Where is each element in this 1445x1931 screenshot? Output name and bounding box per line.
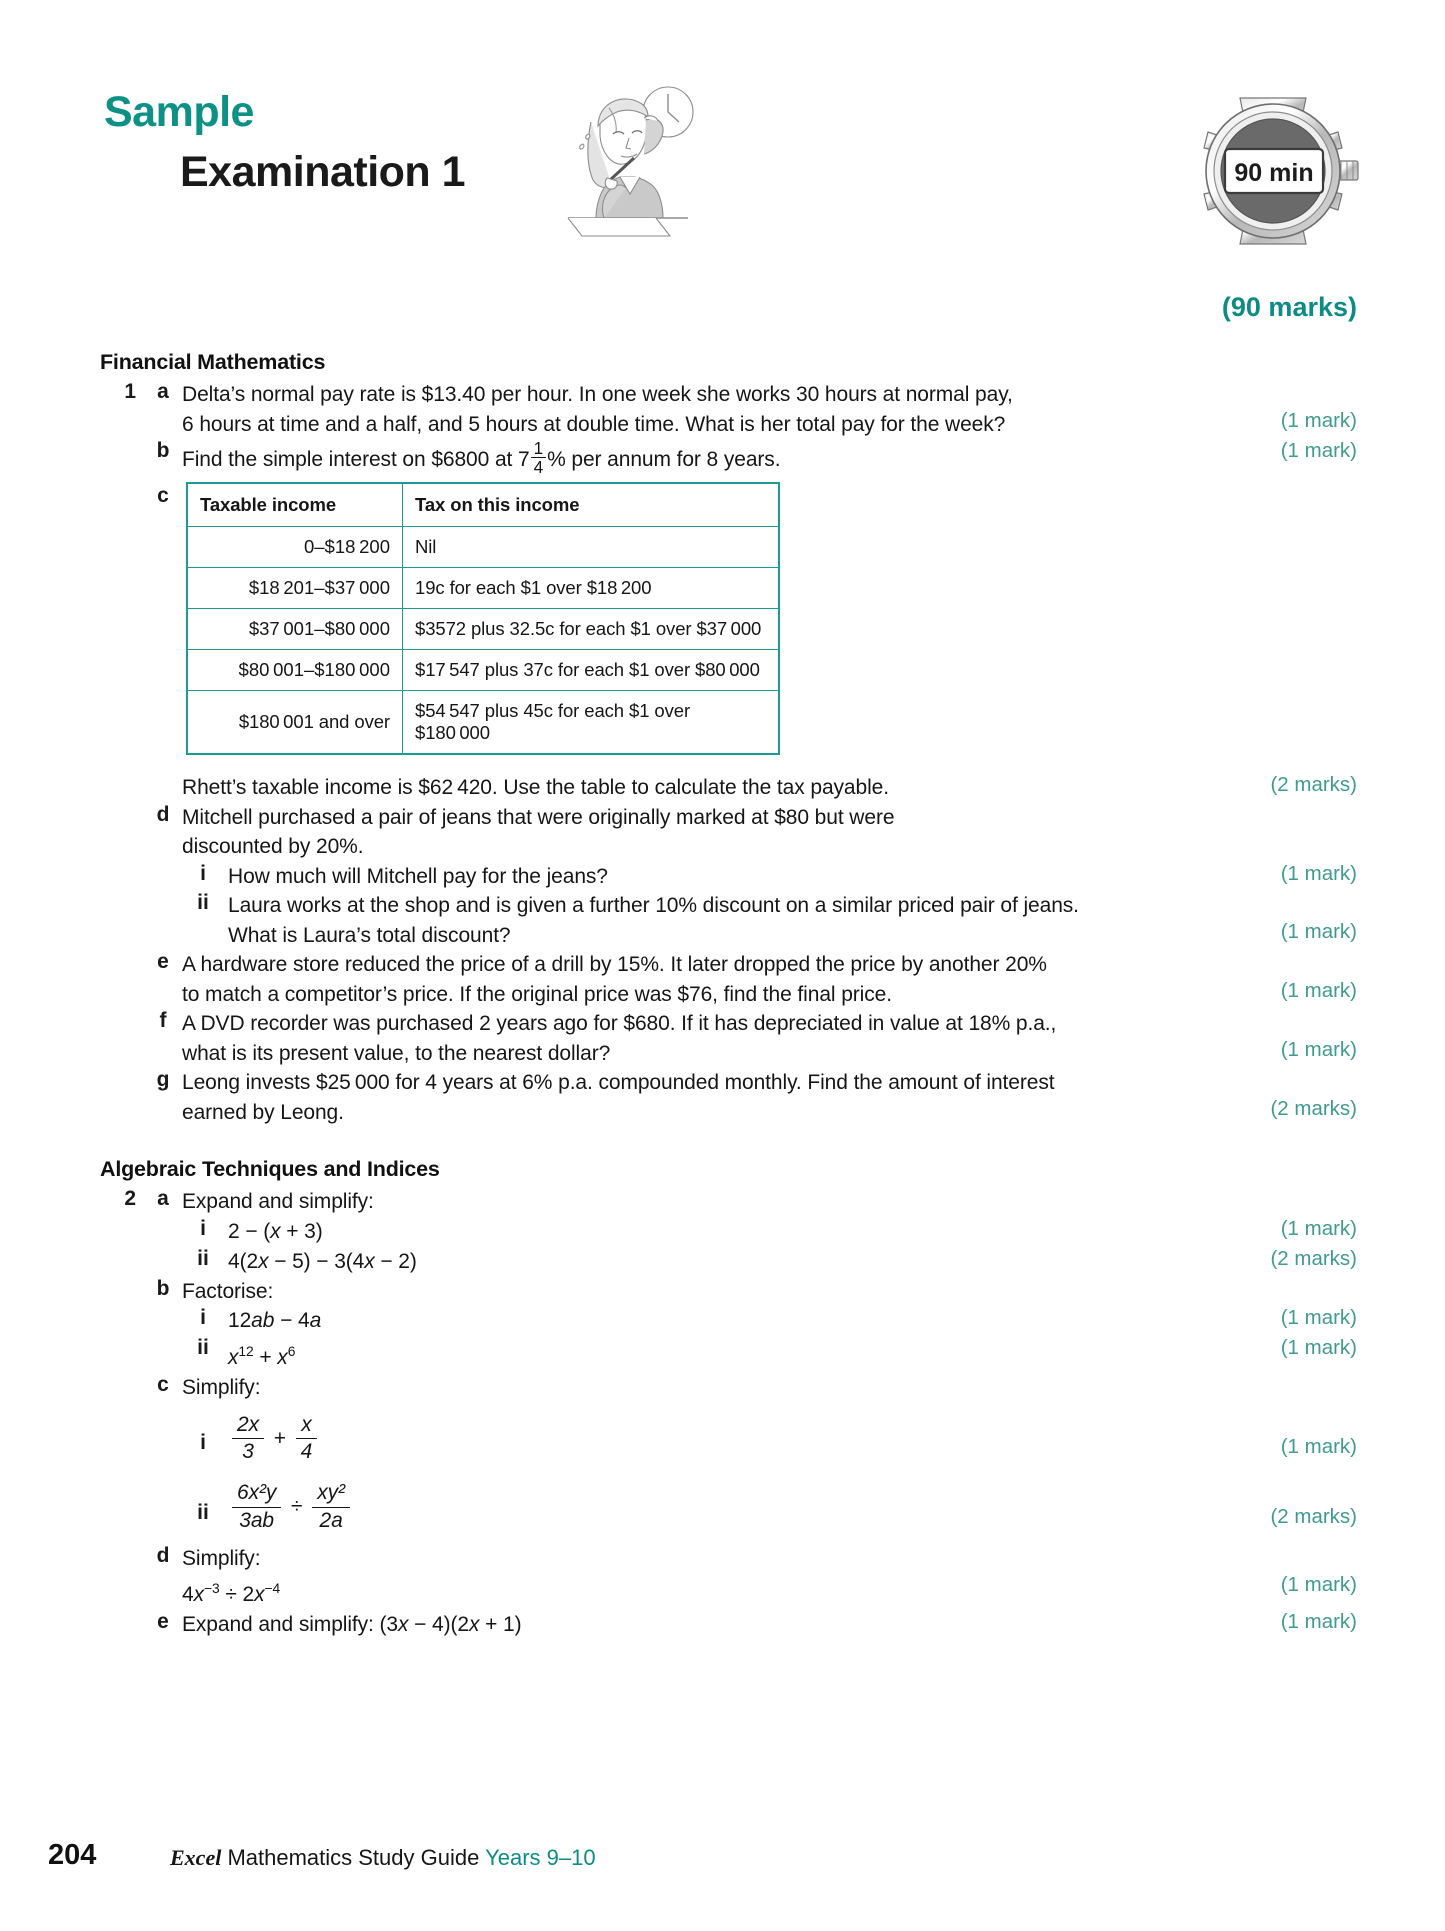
footer-title (170, 1845, 596, 1871)
fraction-denominator: 3ab (232, 1507, 281, 1534)
page-header (0, 0, 1445, 322)
tax-table (186, 482, 780, 755)
question-2b (0, 1277, 1445, 1307)
title-sample: Sample (104, 88, 254, 136)
question-1d-ii-line2: What is Laura’s total discount? (228, 923, 511, 947)
question-1d-line2: discounted by 20%. (182, 835, 364, 859)
operator-plus: + (259, 1346, 272, 1370)
question-1d-i (0, 862, 1445, 892)
tax-table-wrapper (186, 482, 1445, 755)
question-1e-line2: to match a competitor’s price. If the original price was $76, find the final price. (182, 982, 892, 1006)
fraction-numerator: xy² (317, 1481, 345, 1505)
question-2c-ii (0, 1477, 1445, 1538)
marks-2e: (1 mark) (1280, 1610, 1357, 1634)
subpart-label-i: i (200, 1216, 206, 1240)
question-1c-text: Rhett’s taxable income is $62 420. Use the table to calculate the tax payable. (182, 776, 889, 800)
part-label-e: e (157, 950, 169, 974)
fraction-denominator: 4 (531, 457, 546, 476)
question-number-2: 2 (124, 1187, 136, 1211)
question-1a-line2: 6 hours at time and a half, and 5 hours at double time. What is her total pay for the week? (182, 412, 1006, 436)
footer-guide-title: Mathematics Study Guide (221, 1845, 486, 1870)
expression-2d: $4x^{-3} \div 2x^{-4}$ (182, 1580, 281, 1607)
expression-2a-ii: 4(2x − 5) − 3(4x − 2) (228, 1249, 417, 1273)
expression-2e: Expand and simplify: (3x − 4)(2x + 1) (182, 1613, 522, 1637)
marks-1b: (1 mark) (1280, 439, 1357, 462)
expression-2c-ii (228, 1477, 1265, 1538)
question-1g-line2: earned by Leong. (182, 1100, 344, 1124)
question-1d-ii (0, 891, 1445, 950)
cell-taxable-income: 0–$18 200 (187, 527, 403, 568)
question-1d-ii-line1: Laura works at the shop and is given a further 10% discount on a similar priced pair of jeans. (228, 894, 1079, 918)
question-2b-prompt: Factorise: (182, 1279, 274, 1303)
question-2c-i (0, 1409, 1445, 1470)
fraction-numerator: 6x²y (237, 1481, 277, 1505)
cell-taxable-income: $37 001–$80 000 (187, 609, 403, 650)
part-label-a: a (157, 1187, 169, 1211)
subpart-label-i: i (200, 1306, 206, 1330)
fraction-denominator: 4 (296, 1438, 318, 1465)
cell-taxable-income: $80 001–$180 000 (187, 650, 403, 691)
subpart-label-i: i (200, 861, 206, 885)
question-1b-text-after: % per annum for 8 years. (547, 447, 781, 471)
cell-tax: $54 547 plus 45c for each $1 over $180 000 (403, 691, 780, 755)
question-number-1: 1 (124, 380, 136, 403)
section-heading-financial-mathematics: Financial Mathematics (100, 350, 326, 374)
question-2d-prompt: Simplify: (182, 1546, 261, 1570)
fraction-one-quarter (531, 439, 546, 476)
question-2a (0, 1187, 1445, 1217)
marks-2c-i: (1 mark) (1280, 1434, 1357, 1458)
table-header-row (187, 483, 779, 527)
footer-brand: Excel (170, 1845, 222, 1870)
expression-2b-ii: $x^{12} + x^6$ (228, 1343, 296, 1370)
part-label-d: d (156, 1543, 170, 1567)
fraction-xy2-over-2a (312, 1481, 350, 1534)
question-2a-ii (0, 1247, 1445, 1277)
exponent-6: 6 (287, 1343, 296, 1360)
question-2b-i (0, 1306, 1445, 1336)
cell-taxable-income: $180 001 and over (187, 691, 403, 755)
question-1f-line2: what is its present value, to the nearest dollar? (182, 1041, 611, 1065)
operator-divide: ÷ (291, 1495, 303, 1518)
marks-1a: (1 mark) (1280, 409, 1357, 432)
question-2c-prompt: Simplify: (182, 1376, 261, 1400)
part-label-b: b (156, 439, 170, 462)
question-2b-ii (0, 1336, 1445, 1373)
cell-tax: Nil (403, 527, 780, 568)
page-footer (0, 1839, 1445, 1879)
marks-1d-i: (1 mark) (1280, 861, 1357, 885)
part-label-c: c (157, 484, 169, 508)
fraction-2x-over-3 (232, 1413, 264, 1466)
marks-2a-ii: (2 marks) (1270, 1246, 1357, 1270)
page-number: 204 (48, 1839, 97, 1871)
question-1e (0, 950, 1445, 1009)
table-row (187, 527, 779, 568)
title-examination: Examination 1 (180, 148, 466, 196)
expression-2a-i: 2 − (x + 3) (228, 1219, 323, 1243)
marks-1c: (2 marks) (1270, 773, 1357, 797)
subpart-label-ii: ii (197, 1501, 209, 1525)
table-row (187, 650, 779, 691)
fraction-denominator: 2a (312, 1507, 350, 1534)
expression-2c-i (228, 1409, 1265, 1470)
marks-1g: (2 marks) (1270, 1097, 1357, 1121)
table-row (187, 568, 779, 609)
question-1d-i-text: How much will Mitchell pay for the jeans? (228, 864, 608, 888)
marks-2a-i: (1 mark) (1280, 1216, 1357, 1240)
subpart-label-i: i (200, 1430, 206, 1454)
expression-2b-i: 12ab − 4a (228, 1309, 322, 1333)
column-header-taxable-income: Taxable income (187, 483, 403, 527)
question-1c (0, 482, 1445, 755)
fraction-denominator: 3 (232, 1438, 264, 1465)
question-1g (0, 1068, 1445, 1127)
marks-1f: (1 mark) (1280, 1038, 1357, 1062)
fraction-numerator: x (301, 1412, 312, 1436)
stopwatch-label: 90 min (1234, 159, 1314, 187)
part-label-b: b (156, 1276, 170, 1300)
question-1f-line1: A DVD recorder was purchased 2 years ago for $680. If it has depreciated in value at 18% p.a., (182, 1012, 1057, 1036)
fraction-x-over-4 (296, 1413, 318, 1466)
question-2e (0, 1610, 1445, 1640)
fraction-numerator: 2x (237, 1412, 259, 1436)
column-header-tax-on-this-income: Tax on this income (403, 483, 780, 527)
question-1b (0, 439, 1445, 476)
question-1a-line1: Delta’s normal pay rate is $13.40 per hour. In one week she works 30 hours at normal pay, (182, 383, 1013, 406)
question-2a-prompt: Expand and simplify: (182, 1190, 374, 1214)
part-label-c: c (157, 1373, 169, 1397)
cell-taxable-income: $18 201–$37 000 (187, 568, 403, 609)
part-label-f: f (159, 1009, 167, 1033)
question-1d (0, 803, 1445, 862)
question-1c-prompt (0, 773, 1445, 803)
fraction-numerator: 1 (533, 438, 544, 458)
footer-years: Years 9–10 (485, 1845, 596, 1870)
subpart-label-ii: ii (197, 1336, 209, 1360)
question-2d-expression (0, 1573, 1445, 1610)
question-1a (0, 380, 1445, 439)
fraction-6x2y-over-3ab (232, 1481, 281, 1534)
question-1e-line1: A hardware store reduced the price of a drill by 15%. It later dropped the price by another 20% (182, 953, 1047, 977)
question-1f (0, 1009, 1445, 1068)
marks-1d-ii: (1 mark) (1280, 920, 1357, 944)
question-1g-line1: Leong invests $25 000 for 4 years at 6% p.a. compounded monthly. Find the amount of interest (182, 1071, 1055, 1095)
part-label-d: d (156, 802, 170, 826)
marks-1e: (1 mark) (1280, 979, 1357, 1003)
question-2d (0, 1544, 1445, 1574)
subpart-label-ii: ii (197, 1246, 209, 1270)
stopwatch-icon (1178, 80, 1368, 260)
part-label-g: g (156, 1068, 170, 1092)
question-1d-line1: Mitchell purchased a pair of jeans that were originally marked at $80 but were (182, 805, 895, 829)
cell-tax: $3572 plus 32.5c for each $1 over $37 000 (403, 609, 780, 650)
marks-2b-ii: (1 mark) (1280, 1336, 1357, 1360)
marks-2b-i: (1 mark) (1280, 1306, 1357, 1330)
question-2c (0, 1373, 1445, 1403)
section-heading-algebraic-techniques: Algebraic Techniques and Indices (100, 1157, 440, 1182)
table-row (187, 609, 779, 650)
cell-tax: $17 547 plus 37c for each $1 over $80 000 (403, 650, 780, 691)
part-label-e: e (157, 1610, 169, 1634)
exam-content (0, 350, 1445, 1640)
subpart-label-ii: ii (197, 891, 209, 915)
part-label-a: a (157, 380, 169, 403)
operator-plus: + (273, 1426, 286, 1450)
marks-2d: (1 mark) (1280, 1573, 1357, 1597)
table-row (187, 691, 779, 755)
marks-2c-ii: (2 marks) (1270, 1505, 1357, 1529)
cell-tax: 19c for each $1 over $18 200 (403, 568, 780, 609)
total-marks-label: (90 marks) (1221, 292, 1357, 322)
student-thinking-with-clock-icon (560, 78, 695, 238)
question-1b-text-before: Find the simple interest on $6800 at 7 (182, 447, 530, 471)
exponent-12: 12 (238, 1343, 254, 1360)
question-2a-i (0, 1217, 1445, 1247)
